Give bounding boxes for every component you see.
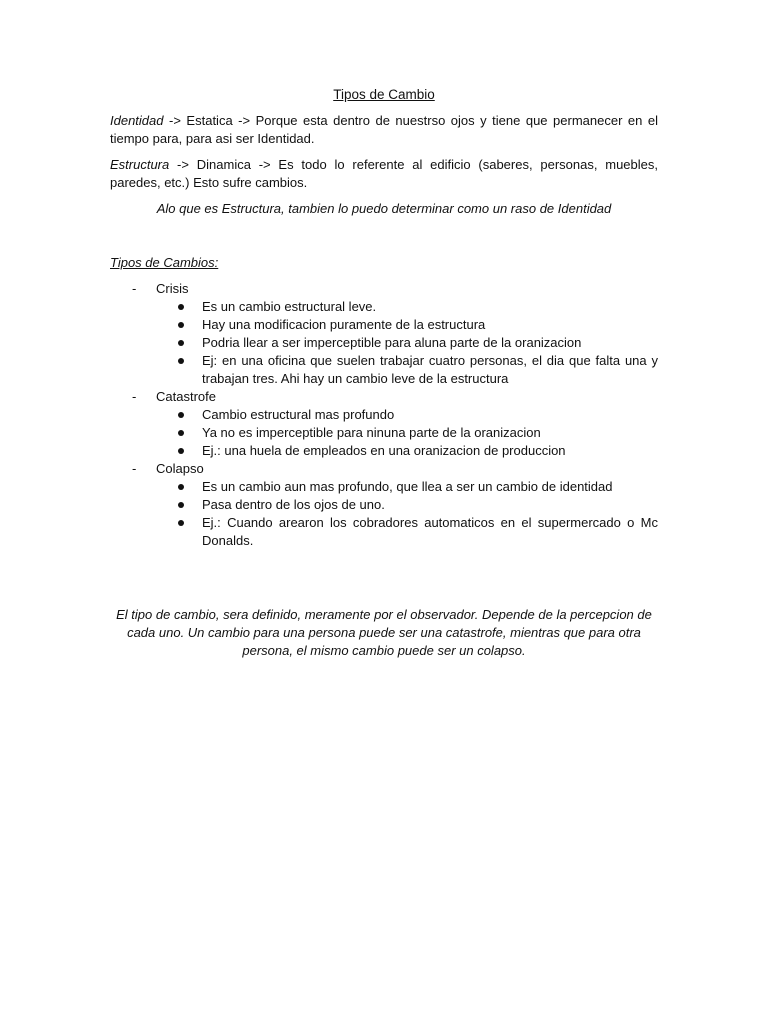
bullet-icon — [178, 448, 184, 454]
dash-marker: - — [132, 281, 137, 296]
list-item — [156, 298, 658, 316]
document-body — [110, 86, 658, 550]
paragraph-identidad — [110, 112, 658, 148]
list-item — [156, 316, 658, 334]
list-item — [156, 478, 658, 496]
bullet-icon — [178, 322, 184, 328]
dash-marker: - — [132, 461, 137, 476]
list-item — [156, 334, 658, 352]
list-item-text: Podria llear a ser imperceptible para aluna parte de la oranizacion — [202, 335, 582, 350]
bullet-icon — [178, 358, 184, 364]
bullet-icon — [178, 304, 184, 310]
list-item — [156, 352, 658, 388]
types-list — [110, 280, 658, 550]
list-item-text: Cambio estructural mas profundo — [202, 407, 395, 422]
list-item-text: Hay una modificacion puramente de la estructura — [202, 317, 486, 332]
bullet-icon — [178, 340, 184, 346]
paragraph-estructura-text: -> Dinamica -> Es todo lo referente al edificio (saberes, personas, muebles, paredes, etc.) Esto sufre cambios. — [110, 157, 658, 190]
type-name: Colapso — [156, 461, 204, 476]
dash-marker: - — [132, 389, 137, 404]
bullet-icon — [178, 502, 184, 508]
term-identidad: Identidad — [110, 113, 164, 128]
bullet-list — [156, 298, 658, 388]
bullet-icon — [178, 412, 184, 418]
type-item-catastrofe — [110, 388, 658, 460]
section-heading: Tipos de Cambios: — [110, 255, 219, 270]
paragraph-identidad-text: -> Estatica -> Porque esta dentro de nuestrso ojos y tiene que permanecer en el tiempo para, para asi ser Identidad. — [110, 113, 658, 146]
type-item-colapso — [110, 460, 658, 550]
term-estructura: Estructura — [110, 157, 170, 172]
bullet-list — [156, 406, 658, 460]
list-item — [156, 406, 658, 424]
list-item — [156, 496, 658, 514]
bullet-icon — [178, 430, 184, 436]
list-item-text: Es un cambio aun mas profundo, que llea a ser un cambio de identidad — [202, 479, 613, 494]
type-name: Crisis — [156, 281, 189, 296]
note-line: Alo que es Estructura, tambien lo puedo determinar como un raso de Identidad — [156, 201, 612, 216]
list-item-text: Ya no es imperceptible para ninuna parte de la oranizacion — [202, 425, 541, 440]
list-item-text: Pasa dentro de los ojos de uno. — [202, 497, 385, 512]
bullet-list — [156, 478, 658, 550]
list-item-text: Ej.: una huela de empleados en una oranizacion de produccion — [202, 443, 566, 458]
bullet-icon — [178, 484, 184, 490]
closing-paragraph: El tipo de cambio, sera definido, meramente por el observador. Depende de la percepcion de cada uno. Un cambio para una persona puede ser una catastrofe, mientras que para otra persona, el mismo cambio puede ser un colapso. — [116, 607, 652, 658]
paragraph-estructura — [110, 156, 658, 192]
list-item — [156, 442, 658, 460]
document-title: Tipos de Cambio — [333, 87, 435, 102]
type-name: Catastrofe — [156, 389, 216, 404]
list-item-text: Es un cambio estructural leve. — [202, 299, 377, 314]
list-item-text: Ej.: Cuando arearon los cobradores automaticos en el supermercado o Mc Donalds. — [202, 515, 658, 548]
type-item-crisis — [110, 280, 658, 388]
list-item — [156, 514, 658, 550]
list-item-text: Ej: en una oficina que suelen trabajar cuatro personas, el dia que falta una y trabajan tres. Ahi hay un cambio leve de la estructura — [202, 353, 658, 386]
bullet-icon — [178, 520, 184, 526]
list-item — [156, 424, 658, 442]
